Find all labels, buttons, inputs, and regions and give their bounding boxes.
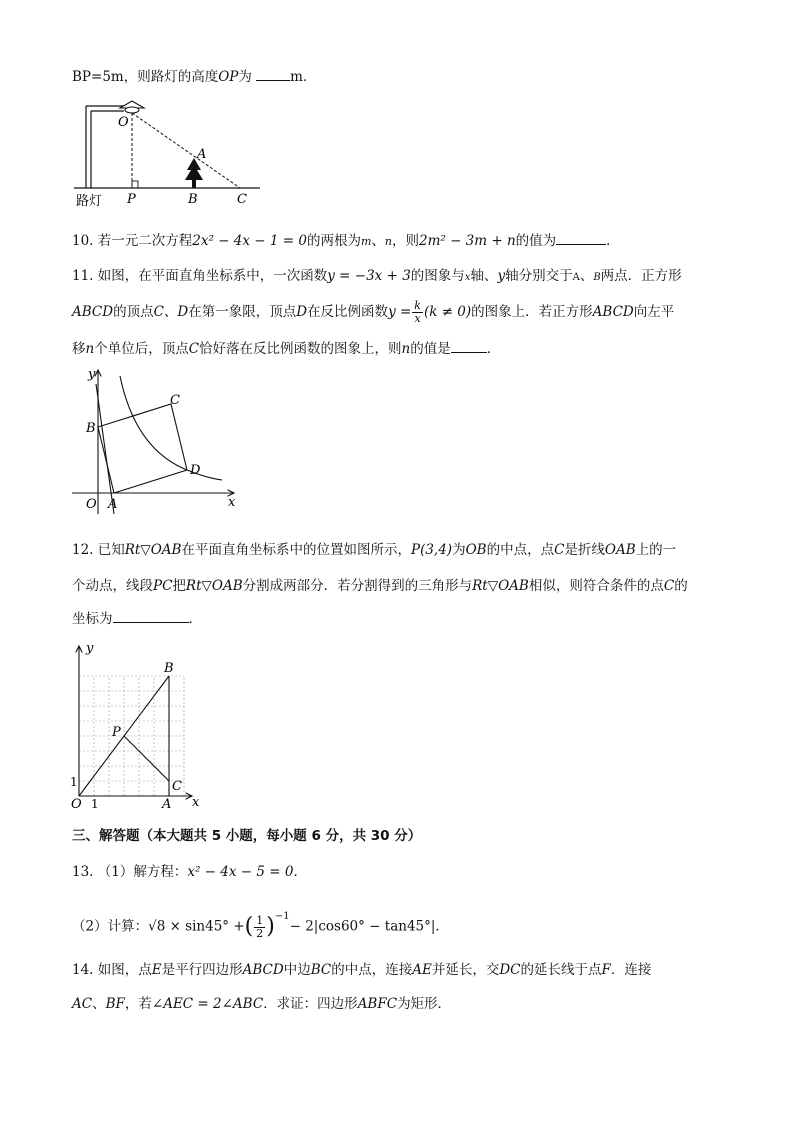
q12-text: 在平面直角坐标系中的位置如图所示， (181, 542, 411, 558)
q12-text: 为 (452, 542, 466, 558)
label-y: y (86, 641, 94, 656)
q12-text: 12. 已知 (72, 542, 125, 558)
question-12-line-3 (72, 608, 202, 629)
q11-text: 轴、 (470, 268, 498, 284)
q14-AC: AC (72, 996, 93, 1012)
q13-expression: − 2|cos60° − tan45°| (289, 918, 436, 935)
label-C: C (237, 192, 247, 207)
frac-num: k (414, 299, 421, 312)
q12-text: ． (188, 611, 202, 627)
q12-text: 上的一 (635, 542, 677, 558)
label-D: D (190, 463, 201, 478)
q14-F: F (601, 962, 611, 978)
question-12-line-1 (72, 540, 676, 560)
figure-square-hyperbola (72, 364, 242, 516)
label-x: x (192, 795, 200, 810)
answer-blank[interactable] (556, 230, 606, 245)
q13-equation: x² − 4x − 5 = 0 (187, 864, 294, 880)
label-P: P (127, 192, 136, 207)
label-A: A (108, 497, 118, 512)
q11-text: 在反比例函数 (307, 304, 389, 320)
q14-ABFC: ABFC (357, 996, 398, 1012)
label-B: B (188, 192, 198, 207)
q11-text: 个单位后，顶点 (94, 341, 189, 357)
q11-text: 的顶点 (113, 304, 154, 320)
q12-text: 把 (172, 578, 186, 594)
question-11-line-2 (72, 300, 674, 325)
q10-n: n (384, 235, 392, 248)
label-O: O (118, 115, 129, 130)
figure-grid-triangle (66, 640, 216, 812)
q11-text: 移 (72, 341, 86, 357)
paren-close: ) (266, 914, 275, 939)
q11-text: 在第一象限，顶点 (188, 304, 297, 320)
q14-E: E (151, 962, 162, 978)
q12-PC: PC (153, 578, 173, 594)
q11-text: 、 (579, 268, 594, 284)
q14-text: 、 (92, 996, 106, 1012)
tick-label-y-1: 1 (70, 775, 78, 789)
question-14-line-1 (72, 960, 651, 980)
answer-blank[interactable] (256, 66, 290, 81)
question-11-line-1 (72, 266, 682, 288)
q11-func: y = (388, 304, 412, 320)
q12-triangle: Rt▽OAB (185, 578, 243, 594)
tree-icon (185, 158, 203, 188)
q11-ABCD: ABCD (592, 304, 634, 320)
q12-text: 分割成两部分．若分割得到的三角形与 (242, 578, 473, 594)
q11-text: ． (486, 341, 501, 357)
question-13-part-2 (72, 908, 449, 942)
q10-text-3: ，则 (391, 233, 419, 249)
label-B: B (164, 661, 174, 676)
q12-text: 个动点，线段 (72, 578, 153, 594)
q14-text: 是平行四边形 (161, 962, 243, 978)
q12-triangle: Rt▽OAB (472, 578, 529, 594)
q11-x: x (464, 272, 471, 283)
figure-street-lamp (70, 96, 270, 212)
q13-text: ． (435, 918, 449, 935)
q12-text: 的中点，点 (486, 542, 555, 558)
q10-equation: 2x² − 4x − 1 = 0 (192, 233, 307, 249)
q14-ABCD: ABCD (242, 962, 284, 978)
q12-text: 是折线 (564, 542, 605, 558)
label-C: C (170, 393, 180, 408)
top-line-var: OP (218, 69, 239, 85)
q14-text: ，若 (124, 996, 152, 1012)
q13-text: （2）计算： (72, 918, 149, 935)
q11-B: B (593, 272, 601, 283)
q14-text: 的延长线于点 (520, 962, 602, 978)
top-line-text: BP=5m，则路灯的高度 (72, 69, 219, 85)
top-line-end: m． (290, 69, 317, 85)
q11-text: 向左平 (633, 304, 675, 320)
answer-blank[interactable] (451, 338, 487, 353)
label-C: C (172, 779, 182, 794)
fraction-k-over-x (412, 300, 423, 325)
q13-expression: √8 × sin45° + (148, 918, 245, 935)
question-13-part-1 (72, 862, 307, 882)
q10-text: 10. 若一元二次方程 (72, 233, 193, 249)
q11-condition: (k ≠ 0) (423, 304, 472, 320)
q14-BF: BF (105, 996, 125, 1012)
caption-street-lamp: 路灯 (76, 194, 103, 209)
top-line-mid: 为 (238, 69, 252, 85)
q14-angle-equation: ∠AEC = 2∠ABC (151, 996, 264, 1012)
q11-n: n (85, 341, 95, 357)
q11-text: 11. 如图，在平面直角坐标系中，一次函数 (72, 268, 328, 284)
q14-AE: AE (412, 962, 432, 978)
q14-text: 14. 如图，点 (72, 962, 152, 978)
question-10 (72, 230, 620, 252)
q12-C: C (554, 542, 565, 558)
top-line (72, 66, 316, 87)
q11-text: 的值是 (410, 341, 451, 357)
q13-text: 13. （1）解方程： (72, 864, 188, 880)
q11-D: D (296, 304, 308, 320)
tick-label-x-1: 1 (91, 797, 99, 811)
answer-blank[interactable] (113, 608, 189, 623)
q11-CD: C、D (153, 304, 189, 320)
paren-open: ( (244, 914, 254, 939)
q12-OB: OB (465, 542, 487, 558)
q10-sep: 、 (371, 233, 385, 249)
q14-text: 并延长，交 (431, 962, 500, 978)
q10-expression: 2m² − 3m + n (418, 233, 516, 249)
frac-den: 2 (256, 926, 264, 940)
q11-n: n (401, 341, 411, 357)
label-A: A (197, 147, 207, 162)
q14-text: 的中点，连接 (331, 962, 413, 978)
q11-text: 的图象与 (410, 268, 465, 284)
q11-text: 恰好落在反比例函数的图象上，则 (199, 341, 402, 357)
q11-A: A (572, 272, 580, 283)
q14-text: ．求证：四边形 (263, 996, 358, 1012)
question-14-line-2 (72, 994, 451, 1014)
q14-text: 为矩形． (397, 996, 452, 1012)
q11-C: C (188, 341, 200, 357)
q10-text-2: 的两根为 (306, 233, 361, 249)
q10-m: m (360, 235, 372, 248)
label-P: P (112, 725, 121, 740)
q11-text: 的图象上．若正方形 (471, 304, 593, 320)
label-y: y (88, 367, 96, 382)
question-12-line-2 (72, 576, 688, 596)
label-x: x (228, 495, 236, 510)
frac-den: x (414, 312, 421, 325)
q14-text: ．连接 (610, 962, 652, 978)
q11-text: 轴分别交于 (505, 268, 573, 284)
section-heading: 三、解答题（本大题共 5 小题，每小题 6 分，共 30 分） (72, 828, 422, 844)
q14-DC: DC (499, 962, 521, 978)
q12-point-P: P(3,4) (410, 542, 453, 558)
q12-text: 坐标为 (72, 611, 113, 627)
question-11-line-3 (72, 338, 500, 359)
q12-OAB: OAB (604, 542, 636, 558)
q14-BC: BC (310, 962, 332, 978)
label-B: B (86, 421, 96, 436)
q12-text: 相似，则符合条件的点 (528, 578, 664, 594)
exponent: −1 (274, 911, 290, 922)
q10-tail: ． (606, 233, 620, 249)
q11-text: 两点．正方形 (600, 268, 682, 284)
q11-ABCD: ABCD (72, 304, 114, 320)
frac-num: 1 (256, 913, 264, 927)
label-A: A (162, 797, 172, 812)
q11-y: y (497, 268, 506, 284)
q12-triangle: Rt▽OAB (124, 542, 182, 558)
fraction-one-half (254, 915, 265, 940)
q12-C: C (663, 578, 675, 594)
q10-text-4: 的值为 (515, 233, 557, 249)
q11-equation: y = −3x + 3 (327, 268, 411, 284)
label-O: O (86, 497, 97, 512)
label-O: O (71, 797, 82, 812)
q12-text: 的 (674, 578, 688, 594)
q14-text: 中边 (283, 962, 311, 978)
q13-text: ． (293, 864, 307, 880)
